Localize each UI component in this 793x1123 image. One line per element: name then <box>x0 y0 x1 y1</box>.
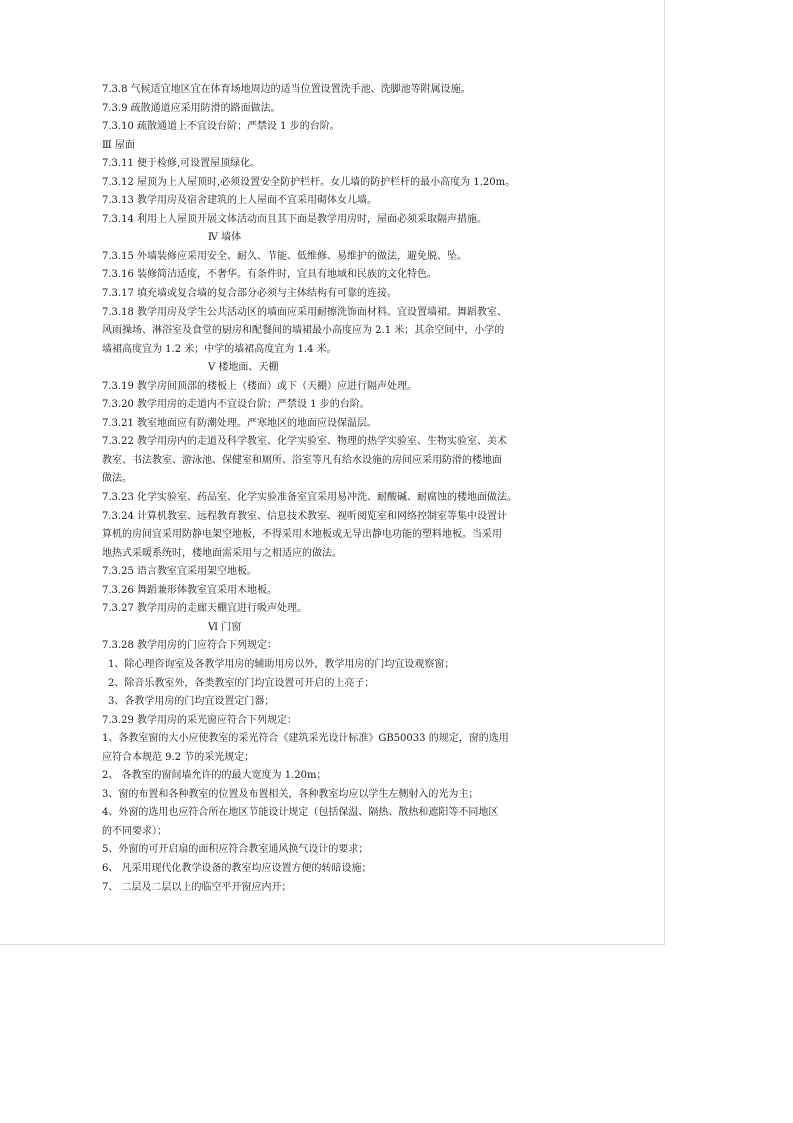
text-line: 风雨操场、淋浴室及食堂的厨房和配餐间的墙裙最小高度应为 2.1 米；其余空间中，小学的 <box>102 325 505 337</box>
text-line: 做法。 <box>102 473 132 485</box>
text-line: 算机的房间宜采用防静电架空地板，不得采用木地板或无导出静电功能的塑料地板。当采用 <box>102 529 502 541</box>
text-line: 7.3.29 教学用房的采光窗应符合下列规定： <box>102 714 297 726</box>
text-line: 7.3.10 疏散通道上不宜设台阶；严禁设 1 步的台阶。 <box>102 121 340 133</box>
text-line: 7.3.18 教学用房及学生公共活动区的墙面应采用耐擦洗饰面材料。宜设置墙裙。舞蹈教室、 <box>102 306 507 318</box>
text-line: 地热式采暖系统时，楼地面需采用与之相适应的做法。 <box>102 547 342 559</box>
text-line: 7.3.17 填充墙或复合墙的复合部分必须与主体结构有可靠的连接。 <box>102 288 397 300</box>
text-line: 7、 二层及二层以上的临空平开窗应内开； <box>102 881 292 893</box>
text-line: 7.3.16 装修简洁适度，不奢华。有条件时，宜具有地域和民族的文化特色。 <box>102 269 437 281</box>
text-line: 的不同要求）； <box>102 825 167 837</box>
text-line: 7.3.13 教学用房及宿舍建筑的上人屋面不宜采用砌体女儿墙。 <box>102 195 377 207</box>
text-line: 7.3.15 外墙装修应采用安全、耐久、节能、低维修、易维护的做法，避免脱、坠。 <box>102 250 467 262</box>
list-item: 2、除音乐教室外，各类教室的门均宜设置可开启的上亮子； <box>108 677 375 689</box>
text-line: 教室、书法教室、游泳池、保健室和厕所、浴室等凡有给水设施的房间应采用防滑的楼地面 <box>102 454 502 466</box>
text-line: 应符合本规范 9.2 节的采光规定； <box>102 751 255 763</box>
text-line: 7.3.22 教学用房内的走道及科学教室、化学实验室、物理的热学实验室、生物实验室、美术 <box>102 436 507 448</box>
section-heading: Ⅴ 楼地面、天棚 <box>208 362 279 374</box>
text-line: 7.3.9 疏散通道应采用防滑的路面做法。 <box>102 102 281 114</box>
text-line: 7.3.26 舞蹈兼形体教室宜采用木地板。 <box>102 584 277 596</box>
text-line: 7.3.19 教学房间顶部的楼板上（楼面）或下（天棚）应进行隔声处理。 <box>102 380 417 392</box>
text-line: 1、各教室窗的大小应使教室的采光符合《建筑采光设计标准》GB50033 的规定，窗的选用 <box>102 733 509 745</box>
text-line: 7.3.21 教室地面应有防潮处理。严寒地区的地面应设保温层。 <box>102 417 377 429</box>
text-line: 墙裙高度宜为 1.2 米；中学的墙裙高度宜为 1.4 米。 <box>102 343 337 355</box>
text-line: 7.3.20 教学用房的走道内不宜设台阶；严禁设 1 步的台阶。 <box>102 399 370 411</box>
text-line: 2、 各教室的窗间墙允许的的最大宽度为 1.20m； <box>102 770 327 782</box>
text-line: 4、外窗的选用也应符合所在地区节能设计规定（包括保温、隔热、散热和遮阳等不同地区 <box>102 807 499 819</box>
text-line: 3、窗的布置和各种教室的位置及布置相关，各种教室均应以学生左侧射入的光为主； <box>102 788 479 800</box>
text-line: 7.3.25 语言教室宜采用架空地板。 <box>102 566 257 578</box>
section-heading: Ⅵ 门窗 <box>208 621 242 633</box>
text-line: 7.3.23 化学实验室、药品室、化学实验准备室宜采用易冲洗、耐酸碱、耐腐蚀的楼地面做法。 <box>102 492 517 504</box>
text-line: 7.3.8 气候适宜地区宜在体育场地周边的适当位置设置洗手池、洗脚池等附属设施。 <box>102 84 471 95</box>
document-body <box>102 81 572 897</box>
list-item: 1、除心理咨询室及各教学用房的辅助用房以外，教学用房的门均宜设观察窗； <box>108 658 455 670</box>
list-item: 3、各教学用房的门均宜设置定门器； <box>108 696 275 708</box>
section-heading: Ⅲ 屋面 <box>102 139 135 151</box>
text-line: 7.3.28 教学用房的门应符合下列规定： <box>102 640 277 652</box>
text-line: 7.3.12 屋顶为上人屋顶时,必须设置安全防护栏杆。女儿墙的防护栏杆的最小高度为 1.20m。 <box>102 176 516 188</box>
text-line: 6、 凡采用现代化教学设备的教室均应设置方便的转暗设施； <box>102 862 372 874</box>
text-line: 5、外窗的可开启扇的面积应符合教室通风换气设计的要求； <box>102 844 369 856</box>
text-line: 7.3.27 教学用房的走廊天棚宜进行吸声处理。 <box>102 603 307 615</box>
text-line: 7.3.11 便于检修,可设置屋顶绿化。 <box>102 158 261 170</box>
text-line: 7.3.14 利用上人屋顶开展文体活动而且其下面是教学用房时，屋面必须采取隔声措施。 <box>102 213 487 225</box>
section-heading: Ⅳ 墙体 <box>208 232 242 244</box>
text-line: 7.3.24 计算机教室、远程教育教室、信息技术教室、视听阅览室和网络控制室等集中设置计 <box>102 510 507 522</box>
